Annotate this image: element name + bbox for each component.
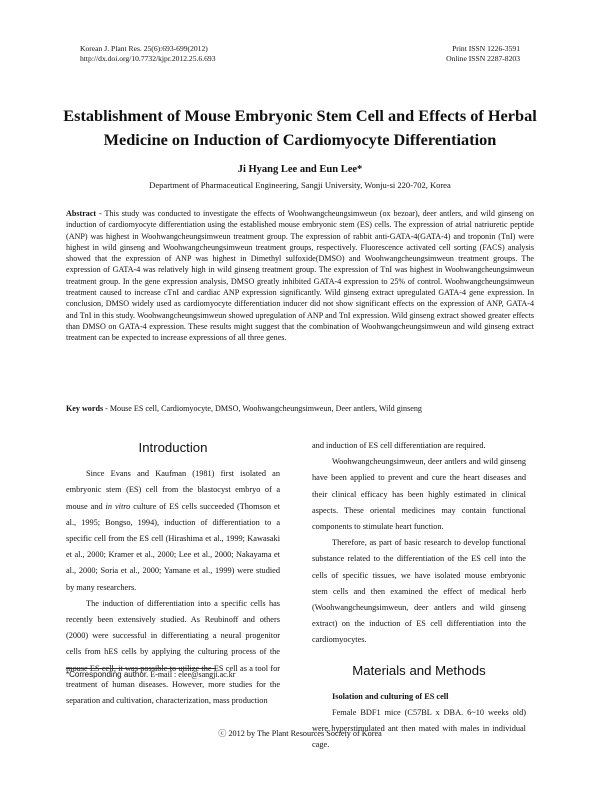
intro-paragraph-1: Since Evans and Kaufman (1981) first isolated an embryonic stem (ES) cell from the blastocyst embryo of a mouse and in vitro culture of ES cells succeeded (Thomson et al., 1995; Bongso, 1994), induction of differentiation to a specific cell from the ES cell (Hirashima et al., 1999; Kawasaki et al., 2000; Kramer et al., 2000; Lee et al., 2000; Nakayama et al., 2000; Soria et al., 2000; Yamane et al., 1999) were studied by many researchers. [66,469,280,592]
keywords [66,404,534,413]
abstract-label: Abstract [66,209,97,218]
intro-paragraph-2-continued: and induction of ES cell differentiation are required. [312,441,486,450]
footnote [66,670,235,679]
print-issn: Print ISSN 1226-3591 [452,44,520,53]
copyright-footer: ⓒ 2012 by The Plant Resources Society of Korea [218,729,382,738]
abstract [66,208,534,344]
footnote-divider [66,668,216,669]
abstract-text: - This study was conducted to investigate the effects of Woohwangcheungsimweun (ox bezoar), deer antlers, and wild ginseng on induction of cardiomyocyte differentiation using the established mouse embryonic stem (ES) cells. The expression of atrial natriuretic peptide (ANP) was highest in Woohwangcheungsimweun treatment group. The expression of rabbit anti-GATA-4(GATA-4) and troponin (TnI) were highest in wild ginseng and Woohwangcheungsimweun treatment groups, respectively. Fluorescence activated cell sorting (FACS) analysis showed that the expression of ANP was highest in Dimethyl sulfoxide(DMSO) and Woohwangcheungsimweun treatment groups. The expression of GATA-4 was relatively high in wild ginseng treatment group. The expression of TnI was highest in Woohwangcheungsimweun treatment group. In the gene expression analysis, DMSO greatly inhibited GATA-4 expression to 25% of control. Woohwangcheungsimweun treatment caused to increase cTnI and cardiac ANP expression significantly. Wild ginseng extract upregulated GATA-4 gene expression. In conclusion, DMSO widely used as cardiomyocyte differentiation inducer did not show significant effects on the expression of ANP, GATA-4 and TnI in this study. Woohwangcheungsimweun showed upregulation of ANP and TnI expression. Wild ginseng extract showed greater effects than DMSO on GATA-4 expression. These results might suggest that the combination of Woohwangcheungsimweun and wild ginseng extract treatment can be expected to increase expressions of all three genes. [66,209,534,343]
journal-citation: Korean J. Plant Res. 25(6):693-699(2012) [80,44,208,53]
authors: Ji Hyang Lee and Eun Lee* [237,164,363,175]
intro-paragraph-2: The induction of differentiation into a specific cells has recently been extensively studied. As Reubinoff and others (2000) were successful in differentiating a neural progenitor cells from hES cells by applying the culturing process of the mouse ES cell, it was possible to utilize the ES cell as a tool for treatment of human diseases. However, more studies for the separation and cultivation, characterization, mass production [66,598,280,706]
doi-link[interactable]: http://dx.doi.org/10.7732/kjpr.2012.25.6.693 [80,54,216,63]
online-issn: Online ISSN 2287-8203 [446,54,520,63]
intro-paragraph-4: Therefore, as part of basic research to develop functional substance related to the differentiation of the ES cell into the cells of specific tissues, we have isolated mouse embryonic stem cells and then examined the effect of medical herb (Woohwangcheungsimweun, deer antlers and wild ginseng extract) on the induction of ES cell differentiation into the cardiomyocytes. [312,538,526,645]
right-column [312,438,526,754]
journal-header [80,44,216,64]
keywords-text: - Mouse ES cell, Cardiomyocyte, DMSO, Woohwangcheungsimweun, Deer antlers, Wild ginseng [103,404,422,413]
footnote-label: *Corresponding author. [66,670,149,679]
methods-heading: Materials and Methods [352,662,486,678]
issn-header [446,44,520,64]
paper-title: Establishment of Mouse Embryonic Stem Cell and Effects of Herbal Medicine on Induction of Cardiomyocyte Differentiation [63,106,537,149]
footnote-email[interactable]: E-mail : elee@sangji.ac.kr [148,670,236,679]
keywords-label: Key words [66,404,104,413]
introduction-heading: Introduction [138,440,208,455]
affiliation: Department of Pharmaceutical Engineering, Sangji University, Wonju-si 220-702, Korea [149,180,451,190]
methods-paragraph-1: Female BDF1 mice (C57BL x DBA. 6~10 weeks old) were hyperstimulated ant then mated with males in individual cage. [312,708,526,750]
intro-paragraph-3: Woohwangcheungsimweun, deer antlers and wild ginseng have been applied to prevent and cure the heart diseases and their clinical efficacy has been highly estimated in clinical aspects. These oriental medicines may contain functional components to stimulate heart function. [312,457,526,532]
methods-subheading: Isolation and culturing of ES cell [332,691,449,701]
